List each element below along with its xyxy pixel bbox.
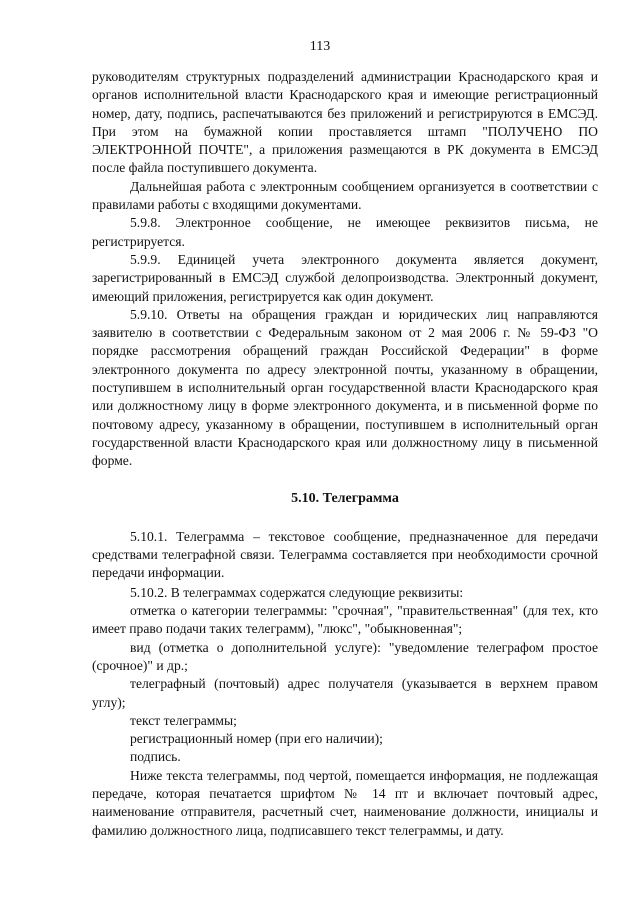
- document-body: [92, 68, 598, 840]
- list-item: текст телеграммы;: [130, 712, 237, 728]
- list-item: подпись.: [130, 749, 181, 765]
- list-item: отметка о категории телеграммы: "срочная", "правительственная" (для тех, кто имеет право подачи таких телеграмм), "люкс", "обыкновенная";: [92, 603, 598, 637]
- paragraph-5-9-8: 5.9.8. Электронное сообщение, не имеющее реквизитов письма, не регистрируется.: [92, 215, 598, 249]
- paragraph-5-9-10: 5.9.10. Ответы на обращения граждан и юридических лиц направляются заявителю в соответствии с Федеральным законом от 2 мая 2006 г. № 59-ФЗ "О порядке рассмотрения обращений граждан Российской Федерации" в форме электронного документа по адресу электронной почты, указанному в обращении, поступившем в исполнительный орган государственной власти Краснодарского края или должностному лицу в форме электронного документа, и в письменной форме по почтовому адресу, указанному в обращении, поступившем в исполнительный орган государственной власти Краснодарского края или должностному лицу в письменной форме.: [92, 306, 598, 469]
- list-item: регистрационный номер (при его наличии);: [130, 731, 383, 747]
- paragraph-5-10-2: 5.10.2. В телеграммах содержатся следующие реквизиты:: [130, 584, 464, 600]
- paragraph-5-9-9: 5.9.9. Единицей учета электронного документа является документ, зарегистрированный в ЕМСЭД службой делопроизводства. Электронный документ, имеющий приложения, регистрируется как один документ.: [92, 251, 598, 304]
- paragraph: Дальнейшая работа с электронным сообщением организуется в соответствии с правилами работы с входящими документами.: [92, 178, 598, 213]
- paragraph-5-10-1: 5.10.1. Телеграмма – текстовое сообщение, предназначенное для передачи средствами телеграфной связи. Телеграмма составляется при необходимости срочной передачи информации.: [92, 528, 598, 581]
- page-number: 113: [309, 39, 331, 54]
- list-item: телеграфный (почтовый) адрес получателя (указывается в верхнем правом углу);: [92, 676, 598, 710]
- section-heading: 5.10. Телеграмма: [291, 490, 399, 506]
- paragraph: Ниже текста телеграммы, под чертой, помещается информация, не подлежащая передаче, которая печатается шрифтом № 14 пт и включает почтовый адрес, наименование отправителя, расчетный счет, наименование должности, инициалы и фамилию должностного лица, подписавшего текст телеграммы, и дату.: [92, 767, 598, 838]
- paragraph-continuation: руководителям структурных подразделений администрации Краснодарского края и органов исполнительной власти Краснодарского края и имеющие регистрационный номер, дату, подпись, распечатываются без приложений и регистрируются в ЕМСЭД. При этом на бумажной копии проставляется штамп "ПОЛУЧЕНО ПО ЭЛЕКТРОННОЙ ПОЧТЕ", а приложения размещаются в РК документа в ЕМСЭД после файла поступившего документа.: [92, 69, 598, 176]
- list-item: вид (отметка о дополнительной услуге): "уведомление телеграфом простое (срочное)" и др.;: [92, 639, 598, 673]
